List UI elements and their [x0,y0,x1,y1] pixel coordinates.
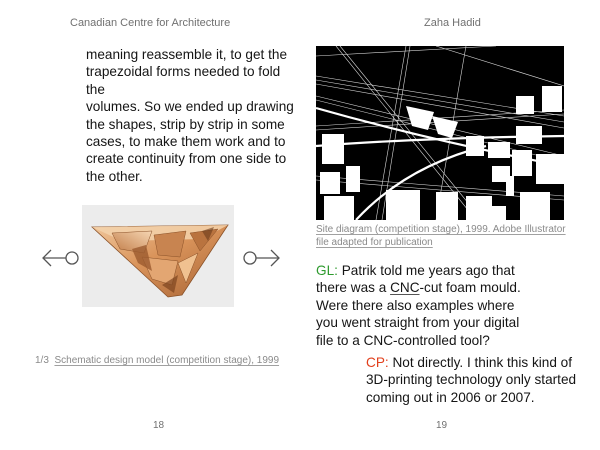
answer-line: 3D-printing technology only started [366,372,577,388]
question-paragraph [316,262,566,349]
schematic-model-image[interactable] [82,205,234,307]
quote-line: trapezoidal forms needed to fold the [86,64,281,97]
quote-line: the shapes, strip by strip in some [86,116,285,132]
site-caption-line: file adapted for publication [316,237,433,248]
answer-text: Not directly. I think this kind of [388,355,573,370]
speaker-gl: GL: [316,263,338,278]
model-photo-icon [82,205,234,307]
previous-image-button[interactable] [38,248,82,273]
site-caption-line: Site diagram (competition stage), 1999. Adobe Illustrator [316,224,566,235]
site-diagram-caption[interactable] [316,223,578,249]
quote-line: the other. [86,168,143,184]
left-page-number: 18 [153,420,165,431]
site-diagram-icon [316,46,564,220]
answer-paragraph [366,354,591,406]
arrow-left-icon [38,248,82,268]
question-text: Patrik told me years ago that [337,263,515,278]
question-text: -cut foam mould. [419,280,521,296]
next-image-button[interactable] [240,248,284,273]
answer-line [366,354,591,371]
cnc-link[interactable]: CNC [390,280,420,296]
gallery-caption-link[interactable]: Schematic design model (competition stage), 1999 [54,355,280,366]
quote-line: volumes. So we ended up drawing [86,99,294,115]
question-line [316,279,566,296]
question-text: there was a [316,280,391,296]
arrow-right-icon [240,248,284,268]
quote-line: meaning reassemble it, to get the [86,47,287,62]
question-line: you went straight from your digital [316,315,520,331]
question-line: file to a CNC-controlled tool? [316,332,490,348]
right-page-number: 19 [436,420,448,431]
site-diagram-image[interactable] [316,46,564,220]
question-line [316,262,566,279]
left-running-header: Canadian Centre for Architecture [70,17,231,29]
quote-line: create continuity from one side to [86,151,287,167]
right-running-header: Zaha Hadid [424,17,481,29]
gallery-caption-row [35,354,279,367]
quote-paragraph [86,46,296,185]
gallery-counter: 1/3 [35,355,49,366]
question-line: Were there also examples where [316,297,515,313]
speaker-cp: CP: [366,355,389,370]
answer-line: coming out in 2006 or 2007. [366,389,535,405]
quote-line: cases, to make them work and to [86,134,286,150]
